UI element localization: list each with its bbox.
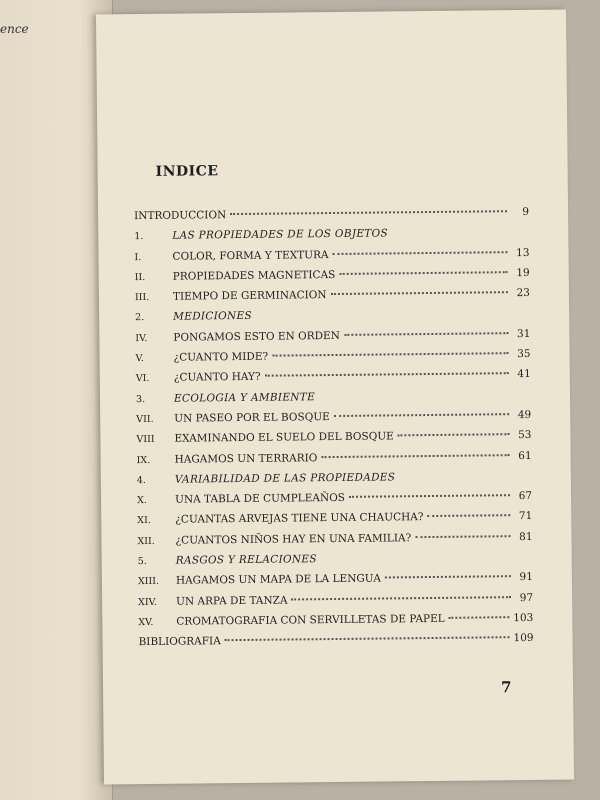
toc-entry-page: 109 [513, 632, 534, 645]
toc-entry-page: 35 [517, 348, 531, 361]
toc-entry-number: XI. [137, 515, 151, 527]
toc-entry-number: XV. [138, 616, 154, 629]
toc-entry-label: ¿CUANTOS NIÑOS HAY EN UNA FAMILIA? [175, 531, 412, 547]
toc-entry-number: X. [137, 495, 147, 507]
toc-entry-label: INTRODUCCION [134, 209, 227, 223]
dot-leader [225, 635, 510, 641]
facing-page [0, 0, 113, 800]
dot-leader [333, 250, 508, 255]
dot-leader [398, 432, 510, 436]
toc-entry-label: UN PASEO POR EL BOSQUE [174, 411, 330, 425]
toc-entry-label: HAGAMOS UN TERRARIO [174, 451, 318, 466]
toc-entry-page: 23 [516, 287, 530, 300]
toc-entry-number: III. [134, 292, 150, 304]
dot-leader [334, 412, 509, 417]
toc-entry-number: VII. [136, 413, 154, 426]
toc-entry-label: ¿CUANTO MIDE? [173, 350, 269, 364]
toc-entry-label: UNA TABLA DE CUMPLEAÑOS [175, 492, 346, 506]
dot-leader [427, 514, 510, 518]
dot-leader [265, 372, 509, 378]
dot-leader [321, 453, 509, 458]
toc-entry-label: EXAMINANDO EL SUELO DEL BOSQUE [174, 430, 394, 445]
toc-entry-label: PROPIEDADES MAGNETICAS [172, 268, 336, 283]
dot-leader [449, 615, 510, 619]
toc-entry-label: BIBLIOGRAFIA [138, 635, 221, 649]
toc-entry-label: VARIABILIDAD DE LAS PROPIEDADES [174, 471, 396, 486]
toc-entry-number: 5. [137, 556, 147, 568]
toc-entry-number: VIII [136, 434, 155, 446]
dot-leader [230, 209, 507, 215]
dot-leader [272, 351, 508, 356]
toc-entry [138, 632, 533, 656]
toc-entry-number: 1. [134, 231, 144, 243]
toc-entry-number: VI. [135, 373, 150, 385]
toc-entry-label: ¿CUANTO HAY? [173, 371, 261, 385]
page-number: 7 [500, 678, 512, 697]
toc-entry-label: HAGAMOS UN MAPA DE LA LENGUA [175, 572, 381, 588]
toc-entry-page: 49 [517, 408, 532, 422]
toc-entry-label: MEDICIONES [173, 310, 253, 324]
toc-entry-label: RASGOS Y RELACIONES [175, 553, 317, 567]
dot-leader [339, 270, 507, 275]
toc-entry-page: 13 [516, 246, 530, 259]
toc-entry-number: IX. [136, 454, 151, 466]
toc-entry-page: 97 [519, 591, 534, 604]
toc-entry-label: TIEMPO DE GERMINACION [172, 289, 327, 303]
dot-leader [415, 534, 510, 538]
toc-entry-number: 4. [136, 474, 146, 486]
toc-entry-page: 9 [522, 205, 530, 219]
page-title: INDICE [155, 163, 219, 180]
dot-leader [331, 290, 508, 295]
toc-entry-page: 61 [518, 449, 532, 462]
toc-entry-label: CROMATOGRAFIA CON SERVILLETAS DE PAPEL [176, 612, 445, 628]
toc-entry-page: 53 [517, 429, 532, 442]
toc-entry-label: COLOR, FORMA Y TEXTURA [172, 248, 329, 263]
dot-leader [385, 575, 511, 579]
toc-entry-number: 3. [135, 393, 146, 405]
toc-entry-page: 67 [518, 490, 533, 503]
toc-entry-number: IV. [135, 332, 148, 344]
toc-entry-page: 31 [516, 327, 531, 340]
toc-entry-label: ECOLOGIA Y AMBIENTE [173, 390, 316, 405]
toc-entry-number: XIV. [138, 596, 157, 608]
toc-entry-label: UN ARPA DE TANZA [176, 594, 288, 608]
facing-page-text: ence [0, 22, 29, 36]
toc-entry-number: 2. [135, 312, 145, 324]
toc-entry-number: V. [135, 353, 144, 365]
toc-entry-page: 71 [518, 510, 533, 523]
dot-leader [344, 331, 509, 336]
toc-entry-page: 19 [516, 266, 530, 279]
toc-entry-number: XII. [137, 535, 155, 547]
toc-entry-number: I. [134, 251, 142, 263]
toc-entry-label: LAS PROPIEDADES DE LOS OBJETOS [172, 227, 389, 242]
toc-entry-page: 91 [519, 571, 533, 584]
toc-entry-number: XIII. [137, 576, 160, 588]
toc-entry-page: 81 [519, 530, 533, 543]
book-page [96, 10, 574, 785]
table-of-contents [134, 206, 534, 657]
toc-entry-page: 41 [517, 368, 531, 381]
dot-leader [291, 595, 511, 600]
toc-entry-label: PONGAMOS ESTO EN ORDEN [173, 329, 340, 344]
toc-entry-label: ¿CUANTAS ARVEJAS TIENE UNA CHAUCHA? [175, 511, 424, 527]
toc-entry-number: II. [134, 271, 146, 283]
toc-entry-page: 103 [513, 611, 534, 625]
dot-leader [349, 493, 510, 498]
